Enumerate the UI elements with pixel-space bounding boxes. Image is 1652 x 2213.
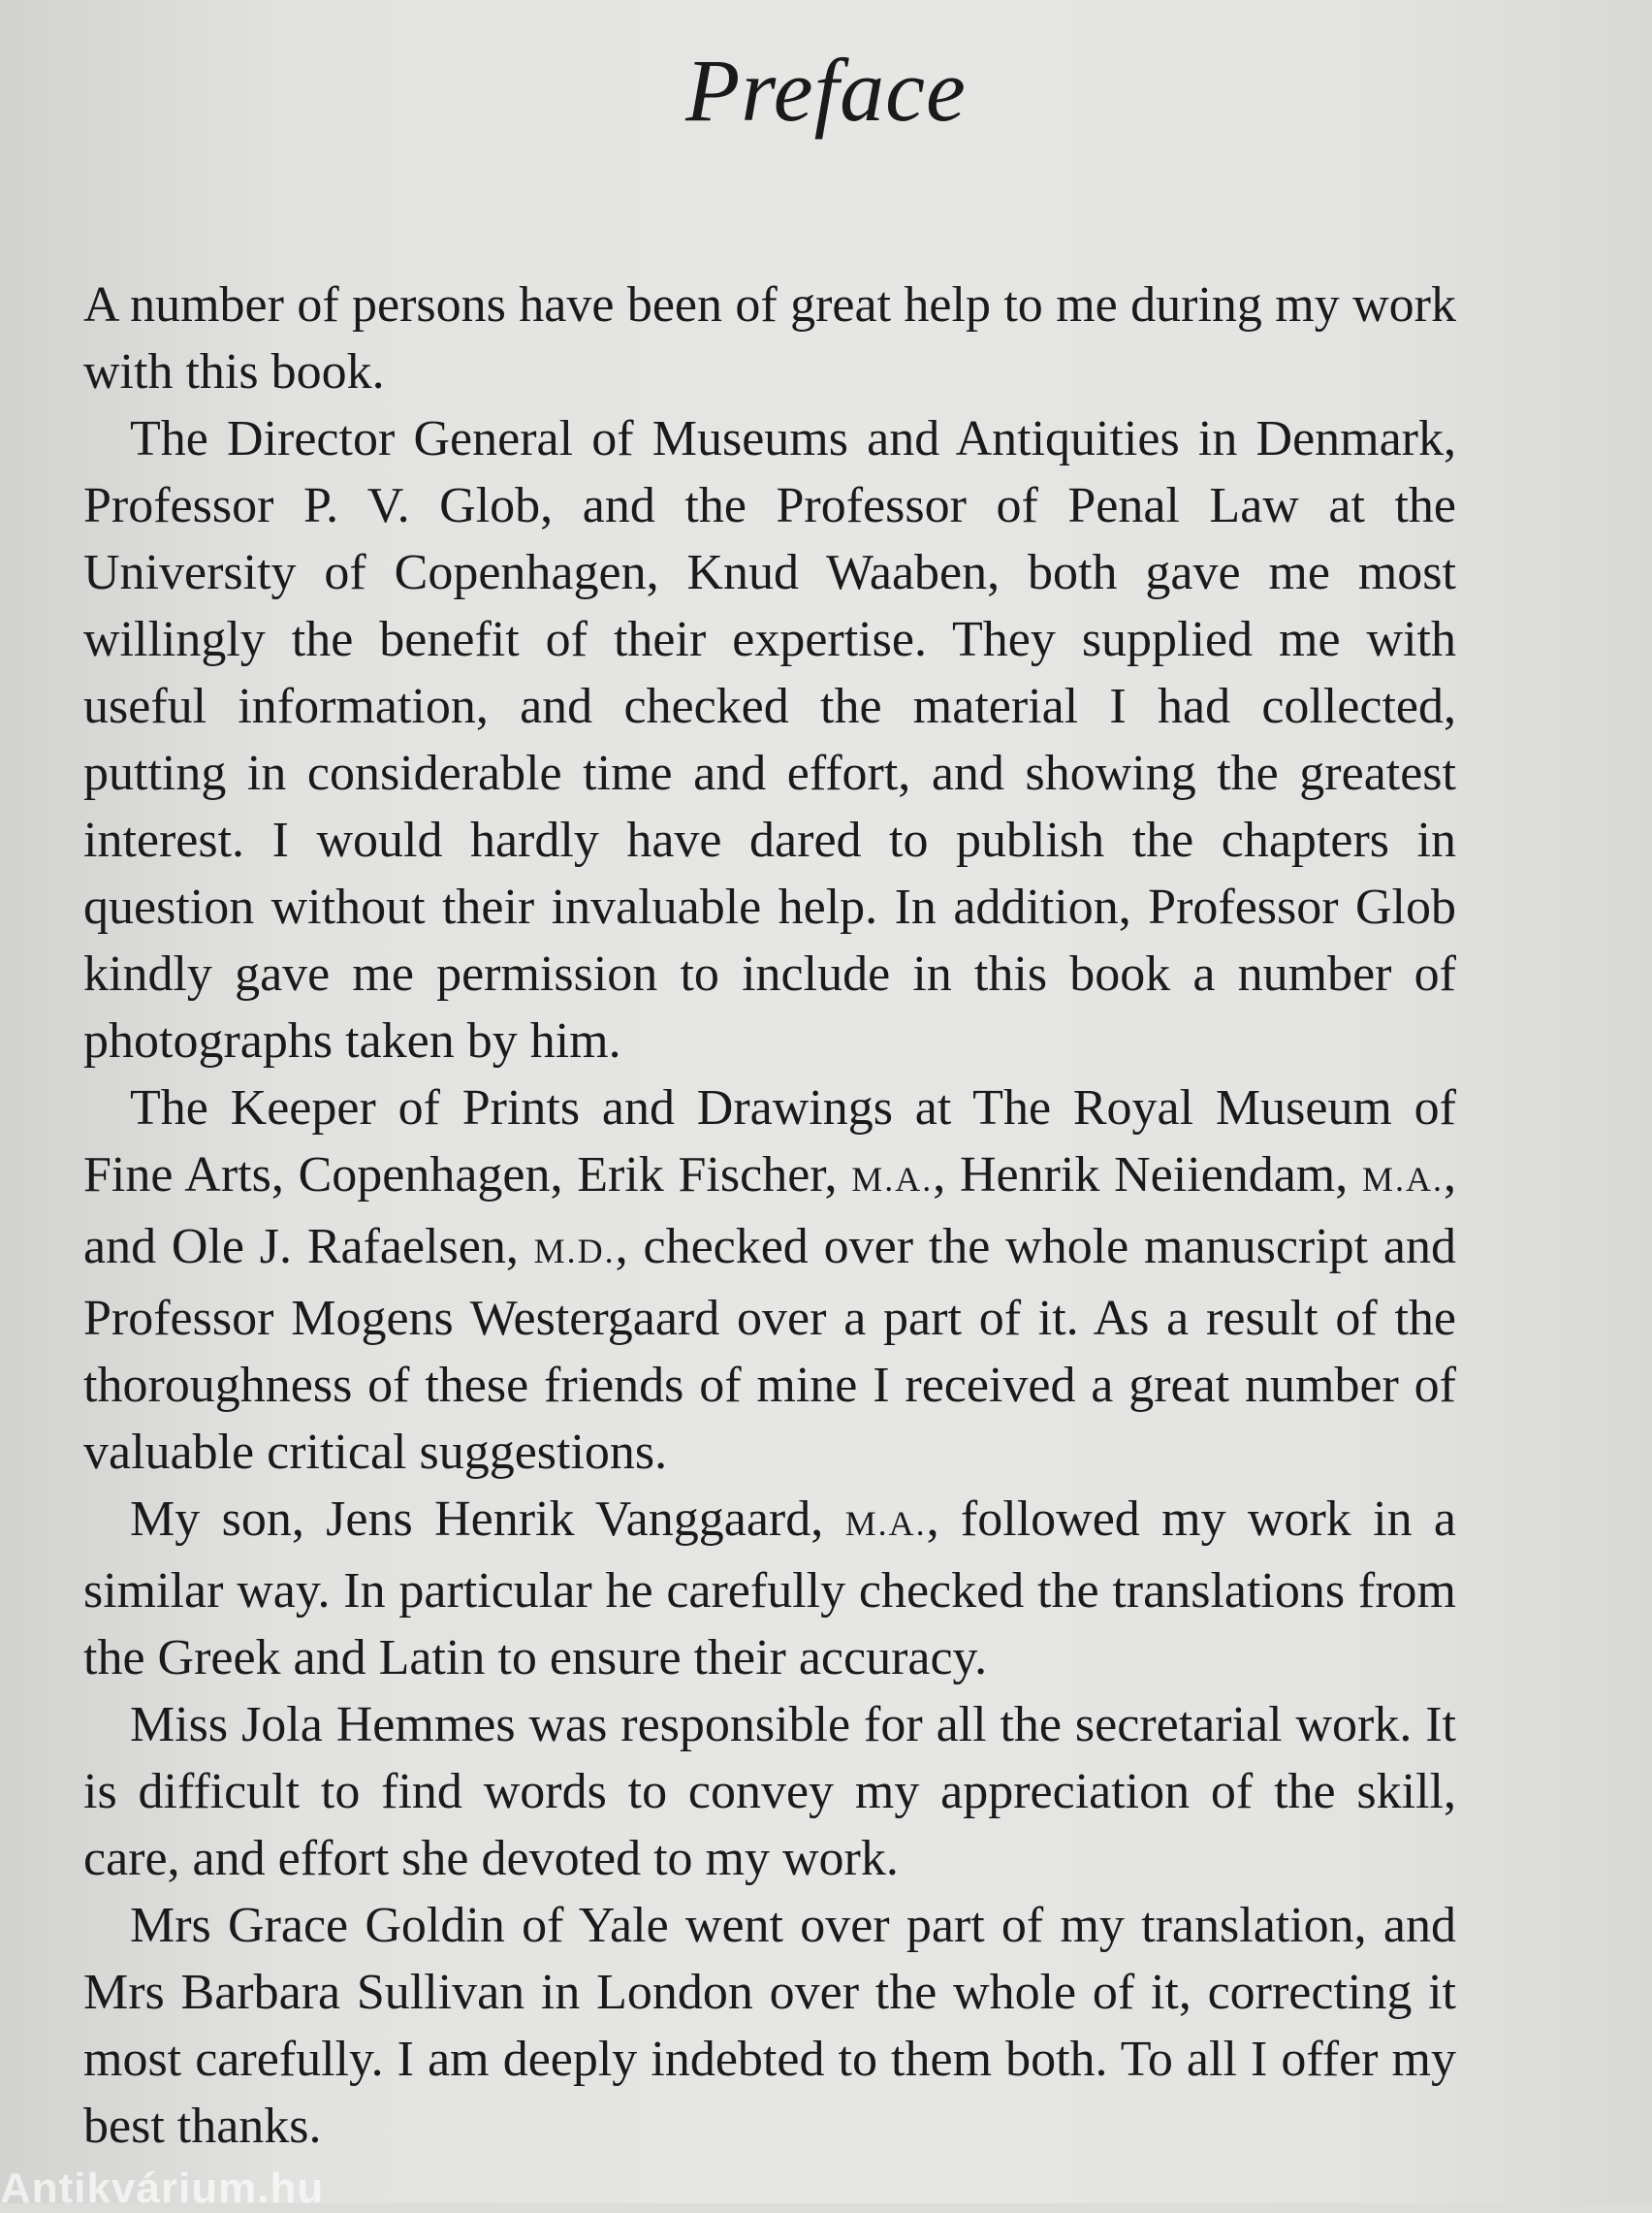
page-title: Preface (685, 41, 967, 140)
paragraph-1 (83, 272, 1456, 405)
paragraph-text: Mrs Grace Goldin of Yale went over part of my translation, and Mrs Barbara Sullivan in London over the whole of it, correcting it most carefully. I am deeply indebted to them both. To all I offer my best thanks. (83, 1898, 1456, 2154)
degree-abbreviation: M.D. (533, 1232, 616, 1270)
paragraph-3 (83, 1074, 1456, 1486)
paragraph-text: , checked over the whole manuscript and Professor Mogens Westergaard over a part of it. As a result of the thoroughness of these friends of mine I received a great number of valuable critical suggestions. (83, 1219, 1456, 1480)
paragraph-text: My son, Jens Henrik Vanggaard, (130, 1491, 845, 1547)
paragraph-5 (83, 1691, 1456, 1892)
paragraph-2 (83, 405, 1456, 1074)
paragraph-text: , and Ole J. Rafaelsen, (83, 1147, 1456, 1274)
paragraph-text: , Henrik Neiiendam, (933, 1147, 1362, 1203)
paragraph-text: Miss Jola Hemmes was responsible for all the secretarial work. It is difficult to find words to convey my appreciation of the skill, care, and effort she devoted to my work. (83, 1697, 1456, 1886)
paragraph-4 (83, 1486, 1456, 1691)
degree-abbreviation: M.A. (844, 1504, 927, 1543)
paragraph-text: A number of persons have been of great help to me during my work with this book. (83, 277, 1456, 400)
paragraph-text: The Director General of Museums and Antiquities in Denmark, Professor P. V. Glob, and the Professor of Penal Law at the University of Copenhagen, Knud Waaben, both gave me most willingly the benefit of their expertise. They supplied me with useful information, and checked the material I had collected, putting in considerable time and effort, and showing the greatest interest. I would hardly have dared to publish the chapters in question without their invaluable help. In addition, Professor Glob kindly gave me permission to include in this book a number of photographs taken by him. (83, 411, 1456, 1069)
paragraph-6 (83, 1892, 1456, 2160)
degree-abbreviation: M.A. (851, 1160, 934, 1199)
preface-body (83, 272, 1456, 2160)
paragraph-text: The Keeper of Prints and Drawings at The Royal Museum of Fine Arts, Copenhagen, Erik Fischer, (83, 1080, 1456, 1203)
paragraph-text: , followed my work in a similar way. In particular he carefully checked the translations from the Greek and Latin to ensure their accuracy. (83, 1491, 1457, 1685)
watermark: Antikvárium.hu (0, 2165, 325, 2212)
degree-abbreviation: M.A. (1361, 1160, 1444, 1199)
